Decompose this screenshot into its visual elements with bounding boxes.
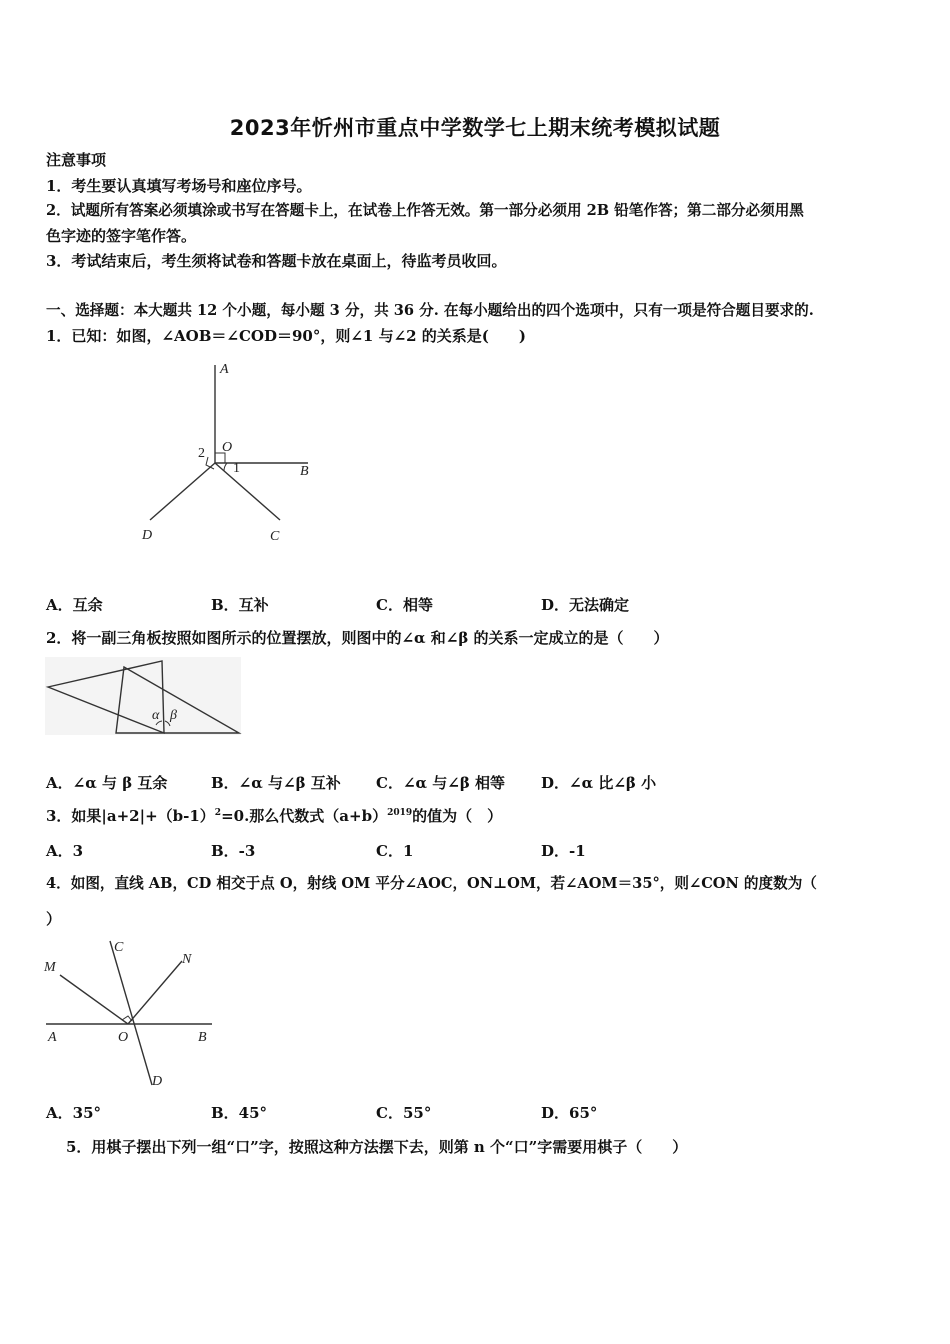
q4-label-a: A: [48, 1030, 57, 1045]
q4-label-d: D: [152, 1074, 163, 1089]
q1-label-b: B: [300, 464, 309, 479]
q3-stem: [46, 806, 502, 826]
notice-item-2: 2．试题所有答案必须填涂或书写在答题卡上，在试卷上作答无效。第一部分必须用 2B 铅笔作答；第二部分必须用黑: [46, 202, 804, 219]
q2-figure: [44, 655, 244, 739]
q4-option-d[interactable]: D．65°: [541, 1104, 598, 1122]
q2-stem: 2．将一副三角板按照如图所示的位置摆放，则图中的∠α 和∠β 的关系一定成立的是（ ）: [46, 629, 669, 647]
notice-item-2-cont: 色字迹的签字笔作答。: [46, 227, 197, 245]
q2-option-b[interactable]: B．∠α 与∠β 互补: [211, 774, 341, 792]
q4-label-c: C: [114, 940, 124, 955]
q1-label-2: 2: [198, 446, 205, 461]
q1-label-d: D: [142, 528, 153, 543]
q3-option-d[interactable]: D．-1: [541, 842, 586, 860]
q2-label-beta: β: [170, 708, 177, 723]
q4-label-b: B: [198, 1030, 207, 1045]
q3-option-c[interactable]: C．1: [376, 842, 414, 860]
q4-label-n: N: [182, 952, 192, 967]
notice-item-3: 3．考试结束后，考生须将试卷和答题卡放在桌面上，待监考员收回。: [46, 252, 507, 270]
q1-option-a[interactable]: A．互余: [46, 596, 103, 614]
q1-label-a: A: [220, 362, 229, 377]
q3-option-b[interactable]: B．-3: [211, 842, 256, 860]
q3-stem-part-a: 3．如果|a+2|+（b-1）: [46, 807, 215, 825]
q2-option-a[interactable]: A．∠α 与 β 互余: [46, 774, 168, 792]
q1-label-1: 1: [233, 461, 240, 476]
q4-option-b[interactable]: B．45°: [211, 1104, 268, 1122]
q3-option-a[interactable]: A．3: [46, 842, 84, 860]
notice-item-1: 1．考生要认真填写考场号和座位序号。: [46, 177, 312, 195]
q4-stem: 4．如图，直线 AB，CD 相交于点 O，射线 OM 平分∠AOC，ON⊥OM，若∠AOM＝35°，则∠CON 的度数为（: [46, 875, 817, 892]
q4-label-o: O: [118, 1030, 129, 1045]
q2-label-alpha: α: [152, 708, 160, 723]
q4-figure: [42, 935, 222, 1090]
page-title: 2023年忻州市重点中学数学七上期末统考模拟试题: [229, 116, 721, 140]
q1-option-d[interactable]: D．无法确定: [541, 596, 630, 614]
q1-label-o: O: [222, 440, 233, 455]
q1-label-c: C: [270, 529, 280, 544]
q1-option-c[interactable]: C．相等: [376, 596, 433, 614]
q4-label-m: M: [44, 960, 56, 975]
q3-stem-part-c: 的值为（ ）: [412, 807, 503, 825]
q1-figure: [130, 355, 330, 555]
q3-exponent-2: 2: [214, 808, 222, 818]
q3-stem-part-b: =0.那么代数式（a+b）: [221, 807, 388, 825]
q4-option-c[interactable]: C．55°: [376, 1104, 432, 1122]
notice-heading: 注意事项: [46, 151, 107, 169]
q4-option-a[interactable]: A．35°: [46, 1104, 102, 1122]
section-heading: 一、选择题：本大题共 12 个小题，每小题 3 分，共 36 分. 在每小题给出的四个选项中，只有一项是符合题目要求的.: [46, 302, 814, 319]
q1-stem: 1．已知：如图，∠AOB＝∠COD＝90°，则∠1 与∠2 的关系是( ): [46, 327, 526, 345]
q1-option-b[interactable]: B．互补: [211, 596, 269, 614]
q3-exponent-2019: 2019: [387, 808, 413, 818]
q2-option-c[interactable]: C．∠α 与∠β 相等: [376, 774, 506, 792]
q4-stem-cont: ）: [46, 910, 62, 928]
q2-option-d[interactable]: D．∠α 比∠β 小: [541, 774, 657, 792]
q5-stem: 5．用棋子摆出下列一组“口”字，按照这种方法摆下去，则第 n 个“口”字需要用棋子（ ）: [66, 1138, 688, 1156]
